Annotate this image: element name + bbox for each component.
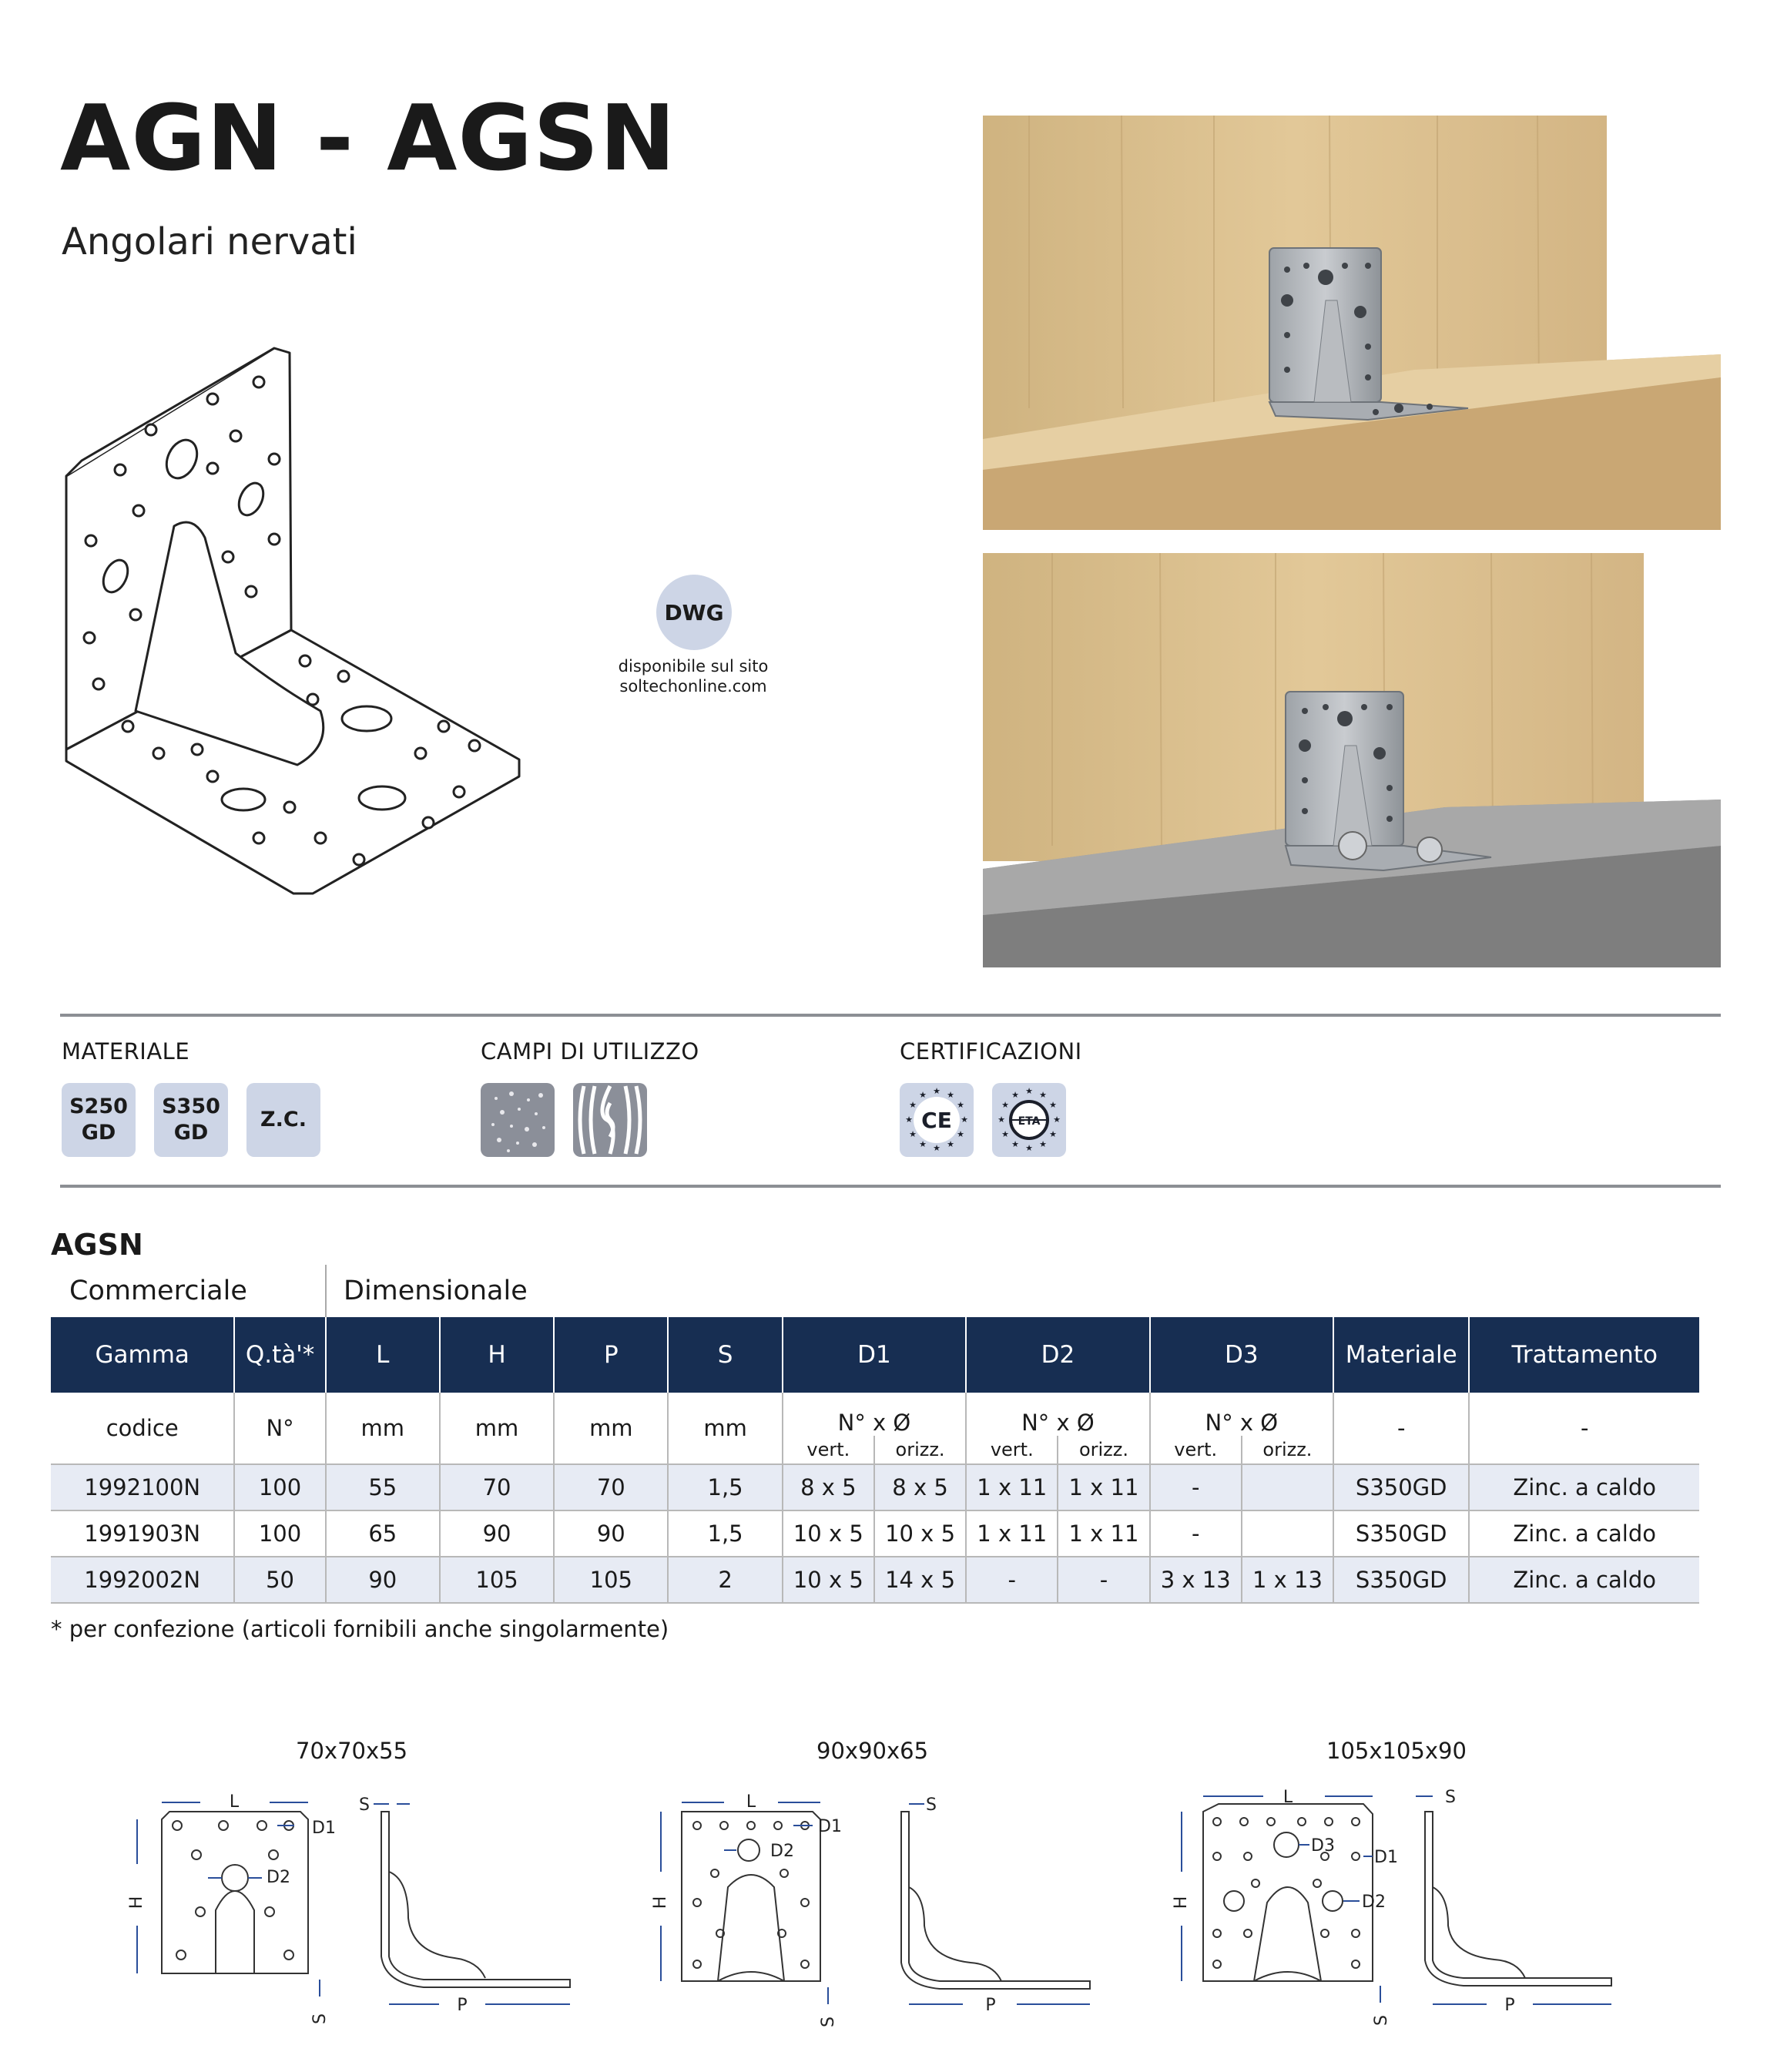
th-d1: D1	[783, 1317, 966, 1393]
svg-text:★: ★	[1025, 1143, 1033, 1153]
certificazioni-label: CERTIFICAZIONI	[900, 1038, 1082, 1064]
cell-d3-vert: -	[1150, 1464, 1242, 1510]
cell-d3-orizz: 1 x 13	[1242, 1557, 1333, 1603]
table-units-row	[51, 1393, 1699, 1464]
drawing-90x90x65	[651, 1779, 1117, 2041]
cell-d2-vert: 1 x 11	[966, 1510, 1058, 1557]
drawing-title-1: 70x70x55	[296, 1738, 408, 1764]
cell-d1-vert: 10 x 5	[783, 1557, 874, 1603]
cell-qta: 50	[234, 1557, 325, 1603]
campi-label: CAMPI DI UTILIZZO	[481, 1038, 699, 1064]
cell-trattamento: Zinc. a caldo	[1469, 1510, 1699, 1557]
drawing-title-3: 105x105x90	[1326, 1738, 1467, 1764]
unit-p: mm	[554, 1393, 668, 1464]
table-header-row	[51, 1317, 1699, 1393]
material-tile-s350gd	[154, 1083, 228, 1157]
table-footnote: * per confezione (articoli fornibili anche singolarmente)	[51, 1616, 669, 1642]
cell-d1-vert: 10 x 5	[783, 1510, 874, 1557]
material-tile-line: S350	[162, 1095, 220, 1118]
svg-text:★: ★	[957, 1100, 964, 1110]
th-s: S	[668, 1317, 782, 1393]
dim-h: H	[651, 1896, 670, 1909]
cell-p: 90	[554, 1510, 668, 1557]
label-d2: D2	[1362, 1893, 1386, 1912]
ce-mark-text: CE	[921, 1108, 952, 1133]
dim-h: H	[1172, 1896, 1191, 1909]
drawing-105x105x90	[1171, 1779, 1633, 2041]
photo-concrete-installation	[983, 553, 1721, 967]
cell-h: 90	[440, 1510, 554, 1557]
table-row	[51, 1510, 1699, 1557]
material-tile-line: GD	[173, 1121, 209, 1145]
cell-d3-vert: 3 x 13	[1150, 1557, 1242, 1603]
unit-d1-vert: vert.	[783, 1436, 875, 1463]
unit-d2-orizz: orizz.	[1078, 1439, 1128, 1460]
cell-d3-orizz	[1242, 1510, 1333, 1557]
unit-qta: N°	[234, 1393, 325, 1464]
svg-text:★: ★	[933, 1086, 940, 1096]
unit-h: mm	[440, 1393, 554, 1464]
cell-materiale: S350GD	[1333, 1510, 1469, 1557]
dim-s-top: S	[359, 1795, 370, 1815]
cell-codice: 1992002N	[51, 1557, 234, 1603]
svg-text:★: ★	[1001, 1100, 1009, 1110]
drawing-70x70x55	[123, 1779, 585, 2041]
svg-text:★: ★	[1011, 1139, 1019, 1149]
ce-mark-icon-graphic	[900, 1083, 974, 1157]
cell-h: 70	[440, 1464, 554, 1510]
svg-text:★: ★	[947, 1090, 954, 1100]
group-dimensionale: Dimensionale	[344, 1276, 528, 1306]
svg-text:★: ★	[957, 1129, 964, 1139]
svg-text:★: ★	[1001, 1129, 1009, 1139]
table-row	[51, 1464, 1699, 1510]
label-d2: D2	[770, 1842, 794, 1861]
cell-d1-orizz: 8 x 5	[874, 1464, 966, 1510]
dwg-note-line1: disponibile sul sito	[618, 657, 769, 676]
group-commerciale: Commerciale	[69, 1276, 247, 1306]
unit-s: mm	[668, 1393, 782, 1464]
th-gamma: Gamma	[51, 1317, 234, 1393]
unit-d2	[966, 1393, 1149, 1464]
cell-materiale: S350GD	[1333, 1464, 1469, 1510]
group-divider	[325, 1265, 327, 1319]
svg-text:★: ★	[905, 1115, 913, 1125]
unit-l: mm	[326, 1393, 440, 1464]
material-tile-zc	[246, 1083, 320, 1157]
table-row	[51, 1557, 1699, 1603]
label-d2: D2	[267, 1868, 290, 1887]
cell-s: 1,5	[668, 1510, 782, 1557]
th-l: L	[326, 1317, 440, 1393]
svg-text:★: ★	[1049, 1129, 1057, 1139]
unit-d2-vert: vert.	[967, 1436, 1058, 1463]
dim-p: P	[1504, 1996, 1515, 2015]
wood-grain-icon-graphic	[573, 1083, 647, 1157]
th-d3: D3	[1150, 1317, 1333, 1393]
unit-d3	[1150, 1393, 1333, 1464]
cell-materiale: S350GD	[1333, 1557, 1469, 1603]
cell-qta: 100	[234, 1464, 325, 1510]
ce-mark-icon	[900, 1083, 974, 1157]
unit-d2-hole: N° x Ø	[1021, 1410, 1095, 1436]
cell-l: 55	[326, 1464, 440, 1510]
svg-text:★: ★	[998, 1115, 1005, 1125]
label-d1: D1	[1374, 1848, 1398, 1867]
dim-s-bottom: S	[819, 2017, 838, 2027]
svg-text:★: ★	[1049, 1100, 1057, 1110]
th-qta: Q.tà'*	[234, 1317, 325, 1393]
dwg-note	[601, 656, 786, 696]
cell-d2-orizz: 1 x 11	[1058, 1464, 1149, 1510]
cell-d3-vert: -	[1150, 1510, 1242, 1557]
concrete-icon	[481, 1083, 555, 1157]
cell-d1-vert: 8 x 5	[783, 1464, 874, 1510]
eta-mark-icon-graphic	[992, 1083, 1066, 1157]
cell-d1-orizz: 10 x 5	[874, 1510, 966, 1557]
svg-text:★: ★	[933, 1143, 940, 1153]
cell-codice: 1991903N	[51, 1510, 234, 1557]
cell-l: 65	[326, 1510, 440, 1557]
material-tile-line: S250	[69, 1095, 128, 1118]
table-title: AGSN	[51, 1228, 143, 1262]
divider-top	[60, 1014, 1721, 1017]
dim-p: P	[457, 1996, 468, 2015]
bracket-isometric-illustration	[59, 345, 528, 900]
unit-d3-vert: vert.	[1151, 1436, 1242, 1463]
label-d3: D3	[1311, 1836, 1335, 1856]
svg-text:★: ★	[1053, 1115, 1061, 1125]
dim-s-top: S	[926, 1795, 937, 1815]
svg-text:★: ★	[919, 1090, 927, 1100]
unit-trattamento: -	[1469, 1393, 1699, 1464]
label-d1: D1	[312, 1819, 336, 1838]
dim-h: H	[127, 1896, 146, 1909]
th-h: H	[440, 1317, 554, 1393]
material-tile-line: Z.C.	[260, 1108, 307, 1132]
dim-l: L	[229, 1792, 240, 1812]
cell-p: 105	[554, 1557, 668, 1603]
page-title: AGN - AGSN	[60, 85, 676, 191]
drawing-title-2: 90x90x65	[816, 1738, 929, 1764]
svg-text:★: ★	[1039, 1139, 1047, 1149]
svg-text:★: ★	[1011, 1090, 1019, 1100]
dim-s-top: S	[1445, 1788, 1456, 1807]
dwg-note-line2[interactable]: soltechonline.com	[619, 677, 767, 696]
cell-d1-orizz: 14 x 5	[874, 1557, 966, 1603]
svg-text:★: ★	[919, 1139, 927, 1149]
spec-table	[51, 1317, 1699, 1604]
eta-mark-icon	[992, 1083, 1066, 1157]
material-tile-s250gd	[62, 1083, 136, 1157]
cell-s: 2	[668, 1557, 782, 1603]
svg-text:★: ★	[1025, 1086, 1033, 1096]
unit-d1	[783, 1393, 966, 1464]
unit-d3-orizz: orizz.	[1262, 1439, 1313, 1460]
photo-wood-installation	[983, 116, 1721, 530]
cell-s: 1,5	[668, 1464, 782, 1510]
cell-codice: 1992100N	[51, 1464, 234, 1510]
cell-d2-vert: 1 x 11	[966, 1464, 1058, 1510]
page-subtitle: Angolari nervati	[62, 220, 357, 263]
th-p: P	[554, 1317, 668, 1393]
materiale-label: MATERIALE	[62, 1038, 190, 1064]
unit-materiale: -	[1333, 1393, 1469, 1464]
dim-l: L	[746, 1792, 756, 1812]
th-trattamento: Trattamento	[1469, 1317, 1699, 1393]
dim-l: L	[1282, 1788, 1293, 1807]
dim-s-bottom: S	[1372, 2015, 1391, 2026]
svg-text:★: ★	[909, 1100, 917, 1110]
cell-qta: 100	[234, 1510, 325, 1557]
dim-s-bottom: S	[310, 2013, 330, 2024]
wood-grain-icon	[573, 1083, 647, 1157]
concrete-icon-graphic	[481, 1083, 555, 1157]
unit-codice: codice	[51, 1393, 234, 1464]
th-d2: D2	[966, 1317, 1149, 1393]
unit-d1-hole: N° x Ø	[837, 1410, 911, 1436]
dwg-badge[interactable]: DWG	[656, 575, 732, 650]
unit-d3-hole: N° x Ø	[1205, 1410, 1279, 1436]
cell-p: 70	[554, 1464, 668, 1510]
divider-bottom	[60, 1185, 1721, 1188]
cell-trattamento: Zinc. a caldo	[1469, 1557, 1699, 1603]
svg-text:★: ★	[1039, 1090, 1047, 1100]
th-materiale: Materiale	[1333, 1317, 1469, 1393]
label-d1: D1	[818, 1817, 842, 1836]
svg-text:★: ★	[909, 1129, 917, 1139]
cell-l: 90	[326, 1557, 440, 1603]
cell-trattamento: Zinc. a caldo	[1469, 1464, 1699, 1510]
svg-text:★: ★	[947, 1139, 954, 1149]
svg-text:★: ★	[961, 1115, 968, 1125]
dim-p: P	[985, 1996, 996, 2015]
material-tile-line: GD	[81, 1121, 116, 1145]
cell-d3-orizz	[1242, 1464, 1333, 1510]
cell-h: 105	[440, 1557, 554, 1603]
cell-d2-vert: -	[966, 1557, 1058, 1603]
eta-mark-text: ETA	[1018, 1115, 1041, 1128]
cell-d2-orizz: -	[1058, 1557, 1149, 1603]
unit-d1-orizz: orizz.	[895, 1439, 945, 1460]
cell-d2-orizz: 1 x 11	[1058, 1510, 1149, 1557]
